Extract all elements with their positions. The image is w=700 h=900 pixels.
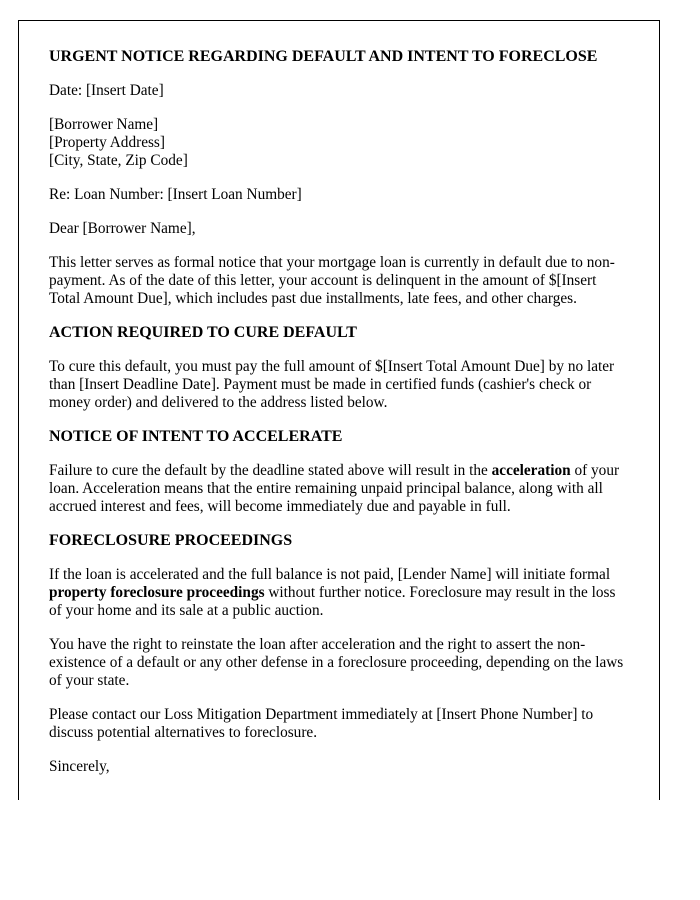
accelerate-bold-term: acceleration bbox=[491, 462, 571, 479]
contact-paragraph: Please contact our Loss Mitigation Department immediately at [Insert Phone Number] to discuss potential alternatives to foreclosure. bbox=[49, 706, 594, 741]
foreclosure-text-after: without further notice. Foreclosure may result in the loss of your home and its sale at a public auction. bbox=[49, 584, 616, 619]
accelerate-text-after: of your loan. Acceleration means that the entire remaining unpaid principal balance, along with all accrued interest and fees, will become immediately due and payable in full. bbox=[49, 462, 620, 515]
property-address-line: [Property Address] bbox=[49, 134, 165, 151]
borrower-name-line: [Borrower Name] bbox=[49, 116, 159, 133]
cure-heading: ACTION REQUIRED TO CURE DEFAULT bbox=[49, 324, 357, 341]
city-state-zip-line: [City, State, Zip Code] bbox=[49, 152, 188, 169]
borrower-address-block bbox=[49, 116, 629, 170]
letter-title: URGENT NOTICE REGARDING DEFAULT AND INTENT TO FORECLOSE bbox=[49, 48, 598, 65]
accelerate-heading: NOTICE OF INTENT TO ACCELERATE bbox=[49, 428, 343, 445]
foreclosure-text-before: If the loan is accelerated and the full balance is not paid, [Lender Name] will initiate formal bbox=[49, 566, 611, 583]
foreclosure-bold-term: property foreclosure proceedings bbox=[49, 584, 265, 601]
cure-paragraph: To cure this default, you must pay the full amount of $[Insert Total Amount Due] by no later than [Insert Deadline Date]. Payment must be made in certified funds (cashier's check or money order) and delivered to the address listed below. bbox=[49, 358, 615, 411]
closing: Sincerely, bbox=[49, 758, 110, 775]
intro-paragraph: This letter serves as formal notice that your mortgage loan is currently in default due to non-payment. As of the date of this letter, your account is delinquent in the amount of $[Insert Total Amount Due], which includes past due installments, late fees, and other charges. bbox=[49, 254, 615, 307]
date-line: Date: [Insert Date] bbox=[49, 82, 164, 99]
accelerate-text-before: Failure to cure the default by the deadline stated above will result in the bbox=[49, 462, 492, 479]
accelerate-paragraph bbox=[49, 462, 629, 516]
foreclosure-paragraph bbox=[49, 566, 629, 620]
rights-paragraph: You have the right to reinstate the loan after acceleration and the right to assert the non-existence of a default or any other defense in a foreclosure proceeding, depending on the laws of your state. bbox=[49, 636, 624, 689]
salutation: Dear [Borrower Name], bbox=[49, 220, 196, 237]
foreclosure-heading: FORECLOSURE PROCEEDINGS bbox=[49, 532, 293, 549]
letter-page bbox=[18, 20, 660, 800]
re-line: Re: Loan Number: [Insert Loan Number] bbox=[49, 186, 302, 203]
